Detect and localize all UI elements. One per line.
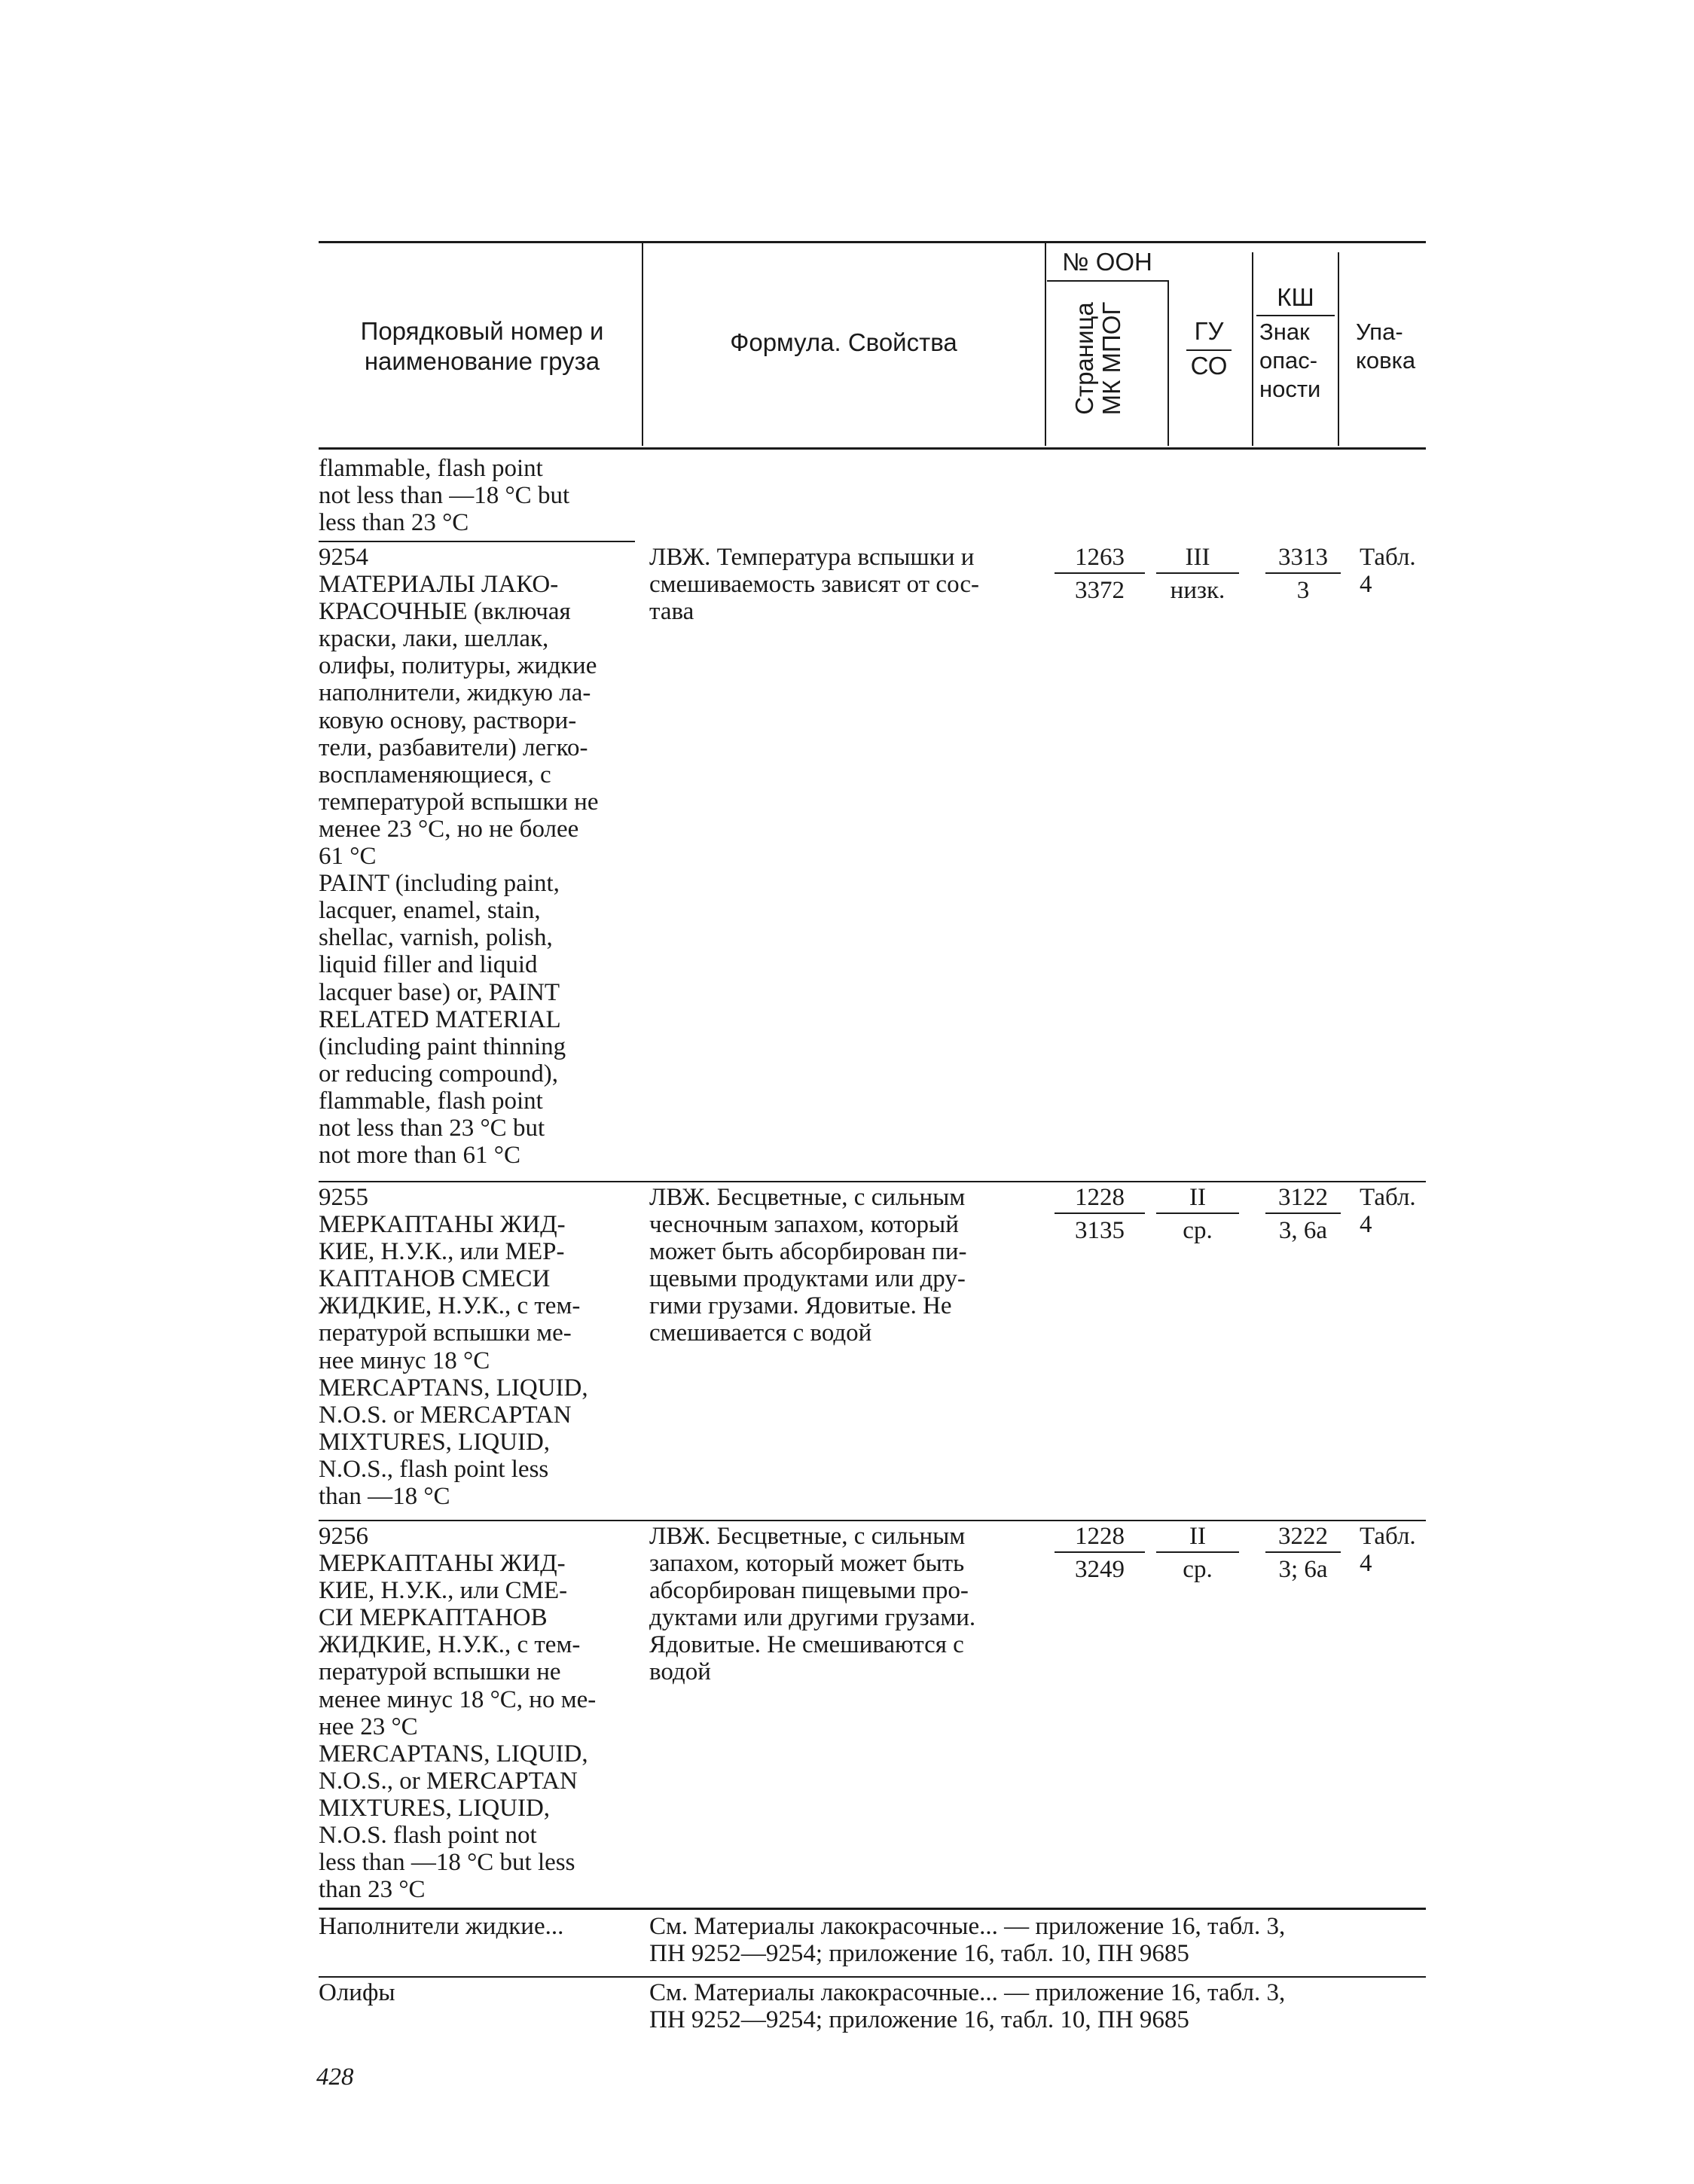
- packaging-value: Табл. 4: [1360, 1184, 1416, 1239]
- ksh-value: 3313: [1265, 544, 1341, 574]
- header-un-page-container: [1071, 282, 1154, 441]
- header-name-column: Порядковый номер и наименование груза: [360, 317, 604, 375]
- cargo-properties: ЛВЖ. Бесцветные, с сильным запахом, который может быть абсорбирован пищевыми про- дуктами или другими грузами. Ядовитые. Не смешиваются с водой: [649, 1523, 976, 1686]
- ksh-sign-fraction: [1265, 544, 1341, 604]
- header-divider: [1167, 280, 1169, 446]
- mk-mpog-page: 3249: [1075, 1556, 1125, 1584]
- header-properties-column: Формула. Свойства: [730, 328, 957, 356]
- header-divider: [1338, 252, 1339, 446]
- gu-co-fraction: [1156, 544, 1239, 604]
- hazard-sign-value: 3, 6а: [1278, 1217, 1328, 1245]
- packaging-value: Табл. 4: [1360, 1523, 1416, 1578]
- cargo-name: 9256 МЕРКАПТАНЫ ЖИД- КИЕ, Н.У.К., или СМЕ- СИ МЕРКАПТАНОВ ЖИДКИЕ, Н.У.К., с тем- пературой вспышки не менее минус 18 °С, но ме- нее 23 °С MERCAPTANS, LIQUID, N.O.S., or MERCAPTAN MIXTURES, LIQUID, N.O.S. flash point not less than —18 °С but less than 23 °С: [319, 1523, 597, 1904]
- gu-co-fraction: [1156, 1184, 1239, 1244]
- co-value: ср.: [1183, 1556, 1213, 1584]
- header-divider: [1045, 242, 1046, 446]
- row-rule: [319, 1976, 1426, 1978]
- un-number: 1263: [1055, 544, 1145, 574]
- reference-name: Олифы: [319, 1979, 395, 2006]
- reference-text: См. Материалы лакокрасочные... — приложение 16, табл. 3, ПН 9252—9254; приложение 16, табл. 10, ПН 9685: [649, 1979, 1286, 2034]
- ksh-sign-fraction: [1265, 1523, 1341, 1583]
- ksh-sign-fraction: [1265, 1184, 1341, 1244]
- un-number-fraction: [1055, 1184, 1145, 1244]
- header-un-number: № ООН: [1062, 248, 1152, 276]
- ksh-rule: [1256, 315, 1335, 316]
- header-hazard-sign: Знак опас-ности: [1259, 319, 1321, 402]
- reference-text: См. Материалы лакокрасочные... — приложение 16, табл. 3, ПН 9252—9254; приложение 16, табл. 10, ПН 9685: [649, 1913, 1286, 1968]
- packaging-value: Табл. 4: [1360, 544, 1416, 599]
- header-divider: [642, 242, 643, 446]
- cargo-properties: ЛВЖ. Бесцветные, с сильным чесночным запахом, который может быть абсорбирован пи- щевыми продуктами или дру- гими грузами. Ядовитые. Не смешивается с водой: [649, 1184, 967, 1347]
- ksh-value: 3122: [1265, 1184, 1341, 1214]
- un-number: 1228: [1055, 1184, 1145, 1214]
- row-rule: [319, 1181, 1426, 1182]
- cargo-properties: ЛВЖ. Температура вспышки и смешиваемость зависят от сос- тава: [649, 544, 980, 626]
- header-bottom-rule: [319, 447, 1426, 450]
- hazard-sign-value: 3: [1296, 577, 1310, 605]
- un-number-fraction: [1055, 544, 1145, 604]
- header-divider: [1252, 252, 1253, 446]
- page-number: 428: [316, 2064, 354, 2091]
- mk-mpog-page: 3372: [1075, 577, 1125, 605]
- reference-name: Наполнители жидкие...: [319, 1913, 564, 1940]
- hazard-sign-value: 3; 6а: [1278, 1556, 1328, 1584]
- header-gu: ГУ: [1194, 317, 1224, 345]
- gu-value: II: [1156, 1523, 1239, 1553]
- co-value: низк.: [1170, 577, 1225, 605]
- cargo-name: 9254 МАТЕРИАЛЫ ЛАКО- КРАСОЧНЫЕ (включая краски, лаки, шеллак, олифы, политуры, жидкие наполнители, жидкую ла- ковую основу, раствори- тели, разбавители) легко- воспламеняющиеся, с температурой вспышки не менее 23 °С, но не более 61 °С PAINT (including paint, lacquer, enamel, stain, shellac, varnish, polish, liquid filler and liquid lacquer base) or, PAINT RELATED MATERIAL (including paint thinning or reducing compound), flammable, flash point not less than 23 °С but not more than 61 °С: [319, 544, 599, 1170]
- gu-value: II: [1156, 1184, 1239, 1214]
- co-value: ср.: [1183, 1217, 1213, 1245]
- un-number: 1228: [1055, 1523, 1145, 1553]
- un-group-rule: [1047, 280, 1167, 282]
- row-rule: [319, 1908, 1426, 1910]
- header-un-page: Страница МК МПОГ: [1070, 301, 1125, 416]
- mk-mpog-page: 3135: [1075, 1217, 1125, 1245]
- table-top-rule: [319, 241, 1426, 243]
- ksh-value: 3222: [1265, 1523, 1341, 1553]
- header-co: СО: [1190, 352, 1228, 380]
- row-rule: [319, 541, 635, 542]
- header-packaging: Упа-ковка: [1356, 319, 1416, 374]
- cargo-name: 9255 МЕРКАПТАНЫ ЖИД- КИЕ, Н.У.К., или МЕР- КАПТАНОВ СМЕСИ ЖИДКИЕ, Н.У.К., с тем- пературой вспышки ме- нее минус 18 °С MERCAPTANS, LIQUID, N.O.S. or MERCAPTAN MIXTURES, LIQUID, N.O.S., flash point less than —18 °С: [319, 1184, 588, 1511]
- gu-value: III: [1156, 544, 1239, 574]
- row-rule: [319, 1520, 1426, 1521]
- gu-co-fraction: [1156, 1523, 1239, 1583]
- un-number-fraction: [1055, 1523, 1145, 1583]
- header-ksh: КШ: [1277, 283, 1314, 311]
- continued-name: flammable, flash point not less than —18 °С but less than 23 °С: [319, 455, 570, 537]
